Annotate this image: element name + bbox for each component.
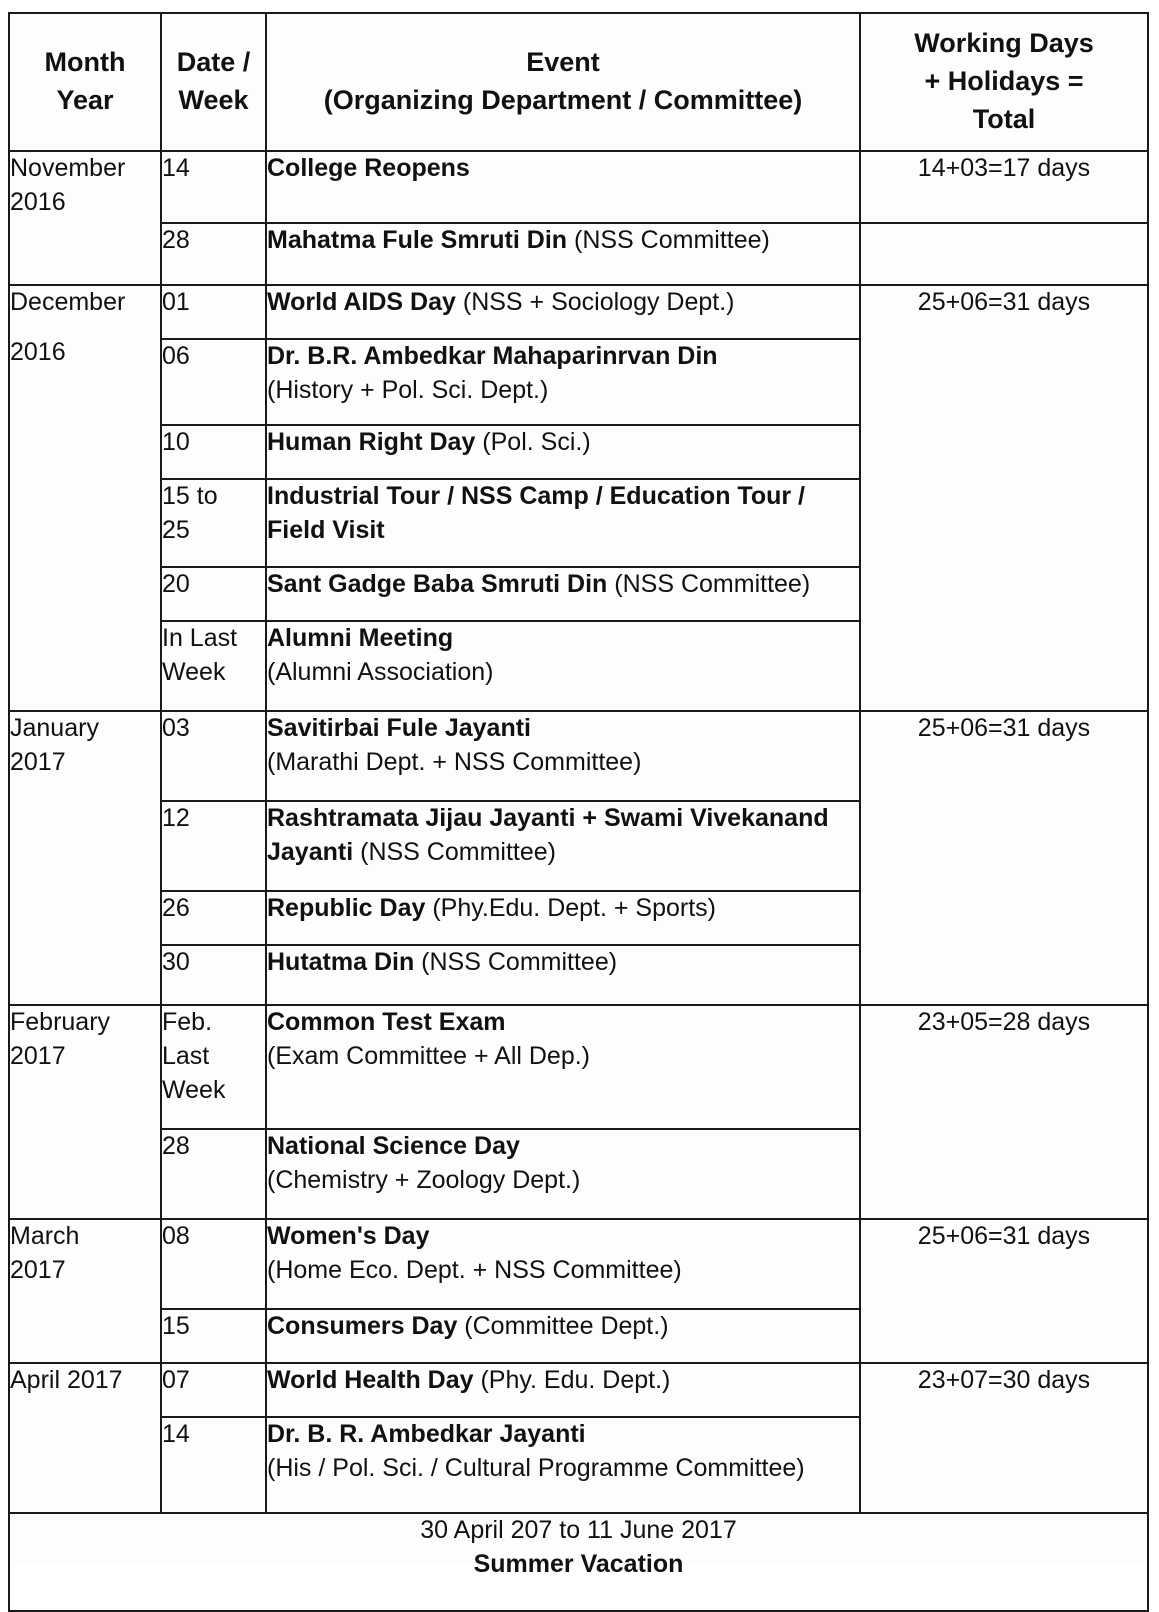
- summer-vacation-title: Summer Vacation: [473, 1549, 684, 1578]
- working-days-cell-april: 23+07=30 days: [860, 1363, 1148, 1513]
- date-cell: 28: [161, 1129, 266, 1219]
- date-cell: 06: [161, 339, 266, 425]
- event-cell: Alumni Meeting (Alumni Association): [266, 621, 860, 711]
- date-cell: 03: [161, 711, 266, 801]
- table-row: [9, 223, 1148, 285]
- working-days-cell-november: 14+03=17 days: [860, 151, 1148, 223]
- date-cell: 26: [161, 891, 266, 945]
- table-row: [9, 285, 1148, 339]
- working-days-cell-january: 25+06=31 days: [860, 711, 1148, 1005]
- summer-vacation-cell: [9, 1513, 1148, 1611]
- event-cell: Common Test Exam (Exam Committee + All Dep.): [266, 1005, 860, 1129]
- date-cell: 14: [161, 1417, 266, 1513]
- header-date-week: Date / Week: [161, 13, 266, 151]
- header-event: Event (Organizing Department / Committee): [266, 13, 860, 151]
- summer-vacation-dates: 30 April 207 to 11 June 2017: [420, 1516, 737, 1544]
- date-cell: 12: [161, 801, 266, 891]
- event-cell: Republic Day (Phy.Edu. Dept. + Sports): [266, 891, 860, 945]
- date-cell: 15: [161, 1309, 266, 1363]
- month-cell-april: April 2017: [9, 1363, 161, 1513]
- event-cell: Consumers Day (Committee Dept.): [266, 1309, 860, 1363]
- event-cell: Human Right Day (Pol. Sci.): [266, 425, 860, 479]
- table-row: [9, 151, 1148, 223]
- working-days-cell-february: 23+05=28 days: [860, 1005, 1148, 1219]
- date-cell: 10: [161, 425, 266, 479]
- event-cell: Hutatma Din (NSS Committee): [266, 945, 860, 1005]
- month-cell-november: November 2016: [9, 151, 161, 285]
- summer-vacation-row: [9, 1513, 1148, 1611]
- event-cell: World Health Day (Phy. Edu. Dept.): [266, 1363, 860, 1417]
- header-row: [9, 13, 1148, 151]
- month-cell-march: March 2017: [9, 1219, 161, 1363]
- working-days-cell-empty: [860, 223, 1148, 285]
- event-cell: National Science Day (Chemistry + Zoology Dept.): [266, 1129, 860, 1219]
- date-cell: 08: [161, 1219, 266, 1309]
- header-month-year: Month Year: [9, 13, 161, 151]
- date-cell: Feb. Last Week: [161, 1005, 266, 1129]
- working-days-cell-march: 25+06=31 days: [860, 1219, 1148, 1363]
- event-cell: Mahatma Fule Smruti Din (NSS Committee): [266, 223, 860, 285]
- month-cell-december: December 2016: [9, 285, 161, 711]
- event-cell: Women's Day (Home Eco. Dept. + NSS Committee): [266, 1219, 860, 1309]
- academic-calendar-page: [8, 12, 1147, 1578]
- event-cell: Savitirbai Fule Jayanti (Marathi Dept. + NSS Committee): [266, 711, 860, 801]
- event-cell: Dr. B. R. Ambedkar Jayanti (His / Pol. Sci. / Cultural Programme Committee): [266, 1417, 860, 1513]
- table-row: [9, 1363, 1148, 1417]
- event-cell: Industrial Tour / NSS Camp / Education Tour / Field Visit: [266, 479, 860, 567]
- month-cell-january: January 2017: [9, 711, 161, 1005]
- date-cell: 30: [161, 945, 266, 1005]
- month-cell-february: February 2017: [9, 1005, 161, 1219]
- date-cell: 28: [161, 223, 266, 285]
- table-row: [9, 1219, 1148, 1309]
- date-cell: 20: [161, 567, 266, 621]
- event-cell: World AIDS Day (NSS + Sociology Dept.): [266, 285, 860, 339]
- table-row: [9, 1005, 1148, 1129]
- date-cell: 14: [161, 151, 266, 223]
- date-cell: 01: [161, 285, 266, 339]
- event-cell: Rashtramata Jijau Jayanti + Swami Vivekanand Jayanti (NSS Committee): [266, 801, 860, 891]
- event-cell: College Reopens: [266, 151, 860, 223]
- date-cell: In Last Week: [161, 621, 266, 711]
- table-row: [9, 711, 1148, 801]
- event-cell: Dr. B.R. Ambedkar Mahaparinrvan Din (History + Pol. Sci. Dept.): [266, 339, 860, 425]
- header-working-days: Working Days + Holidays = Total: [860, 13, 1148, 151]
- working-days-cell-december: 25+06=31 days: [860, 285, 1148, 711]
- date-cell: 07: [161, 1363, 266, 1417]
- academic-calendar-table: [8, 12, 1149, 1612]
- date-cell: 15 to 25: [161, 479, 266, 567]
- event-cell: Sant Gadge Baba Smruti Din (NSS Committee): [266, 567, 860, 621]
